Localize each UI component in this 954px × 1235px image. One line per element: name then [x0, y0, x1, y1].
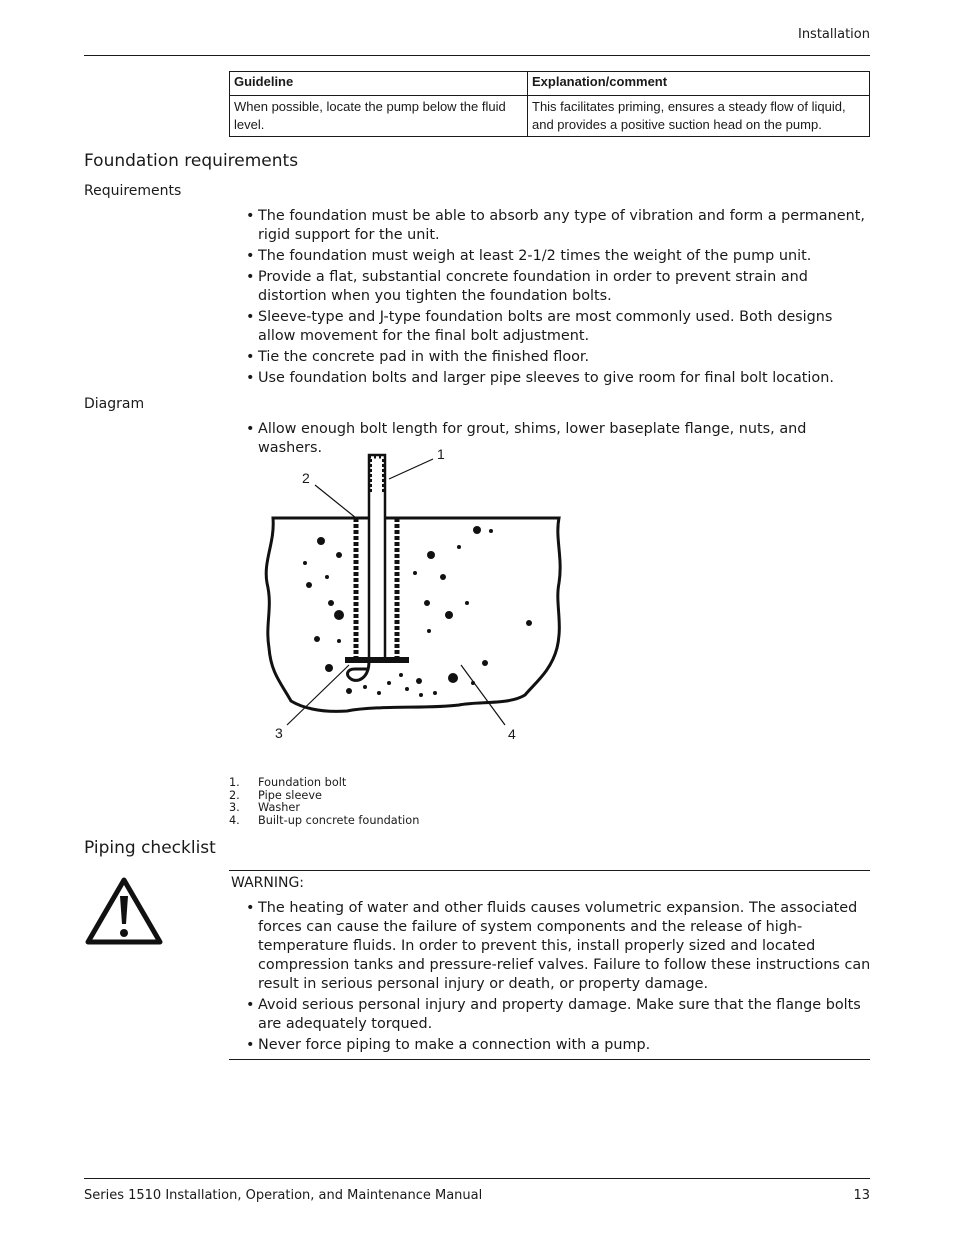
column-header: Guideline	[230, 72, 528, 96]
header-rule	[84, 55, 870, 56]
footer-title: Series 1510 Installation, Operation, and Maintenance Manual	[84, 1188, 483, 1203]
column-header: Explanation/comment	[528, 72, 870, 96]
page-number: 13	[853, 1188, 870, 1203]
foundation-bolt-diagram	[229, 443, 574, 748]
legend-number: 2.	[229, 788, 240, 802]
list-item: • Tie the concrete pad in with the finished floor.	[244, 348, 874, 367]
running-header: Installation	[797, 27, 870, 42]
diagram-legend	[229, 777, 419, 827]
foundation-heading: Foundation requirements	[84, 151, 299, 171]
list-item: • The foundation must weigh at least 2-1/2 times the weight of the pump unit.	[244, 247, 874, 266]
washer	[345, 657, 409, 663]
legend-number: 3.	[229, 801, 240, 814]
footer-rule	[84, 1178, 870, 1179]
list-item: • The foundation must be able to absorb any type of vibration and form a permanent, rigid support for the unit.	[244, 207, 874, 245]
table-row	[230, 96, 870, 137]
legend-item	[229, 777, 419, 790]
callout-4: 4	[508, 726, 516, 742]
requirements-list	[244, 207, 874, 390]
table-header-row	[230, 72, 870, 96]
legend-text: Foundation bolt	[258, 776, 347, 789]
warning-label: WARNING:	[231, 875, 305, 891]
requirements-label: Requirements	[84, 183, 182, 199]
table-cell: This facilitates priming, ensures a steady flow of liquid, and provides a positive suction head on the pump.	[528, 96, 870, 137]
concrete-foundation-outline	[266, 518, 560, 711]
list-item: • Never force piping to make a connection with a pump.	[244, 1036, 874, 1055]
callout-3: 3	[275, 725, 283, 741]
warning-list	[244, 899, 874, 1057]
legend-item	[229, 815, 419, 828]
legend-number: 4.	[229, 813, 240, 827]
table-cell: When possible, locate the pump below the fluid level.	[230, 96, 528, 137]
legend-text: Washer	[258, 801, 301, 814]
piping-heading: Piping checklist	[84, 838, 216, 858]
callout-1: 1	[437, 446, 445, 462]
diagram-label: Diagram	[84, 396, 145, 412]
list-item: • The heating of water and other fluids causes volumetric expansion. The associated forces can cause the failure of system components and the release of high-temperature fluids. In order to prevent this, install properly sized and located compression tanks and pressure-relief valves. Failure to follow these instructions can result in serious personal injury or death, or property damage.	[244, 899, 874, 994]
list-item: • Use foundation bolts and larger pipe sleeves to give room for final bolt location.	[244, 369, 874, 388]
list-item: • Provide a flat, substantial concrete foundation in order to prevent strain and distortion when you tighten the foundation bolts.	[244, 268, 874, 306]
warning-triangle-icon	[84, 876, 164, 946]
guideline-table	[229, 71, 870, 137]
legend-text: Pipe sleeve	[258, 788, 322, 802]
list-item: • Allow enough bolt length for grout, shims, lower baseplate flange, nuts, and washers.	[244, 420, 874, 458]
legend-item	[229, 802, 419, 815]
warning-bottom-rule	[229, 1059, 870, 1060]
list-item: • Sleeve-type and J-type foundation bolts are most commonly used. Both designs allow movement for the final bolt adjustment.	[244, 308, 874, 346]
callout-2: 2	[302, 470, 310, 486]
list-item: • Avoid serious personal injury and property damage. Make sure that the flange bolts are adequately torqued.	[244, 996, 874, 1034]
warning-top-rule	[229, 870, 870, 871]
legend-number: 1.	[229, 776, 240, 789]
legend-text: Built-up concrete foundation	[258, 813, 420, 827]
